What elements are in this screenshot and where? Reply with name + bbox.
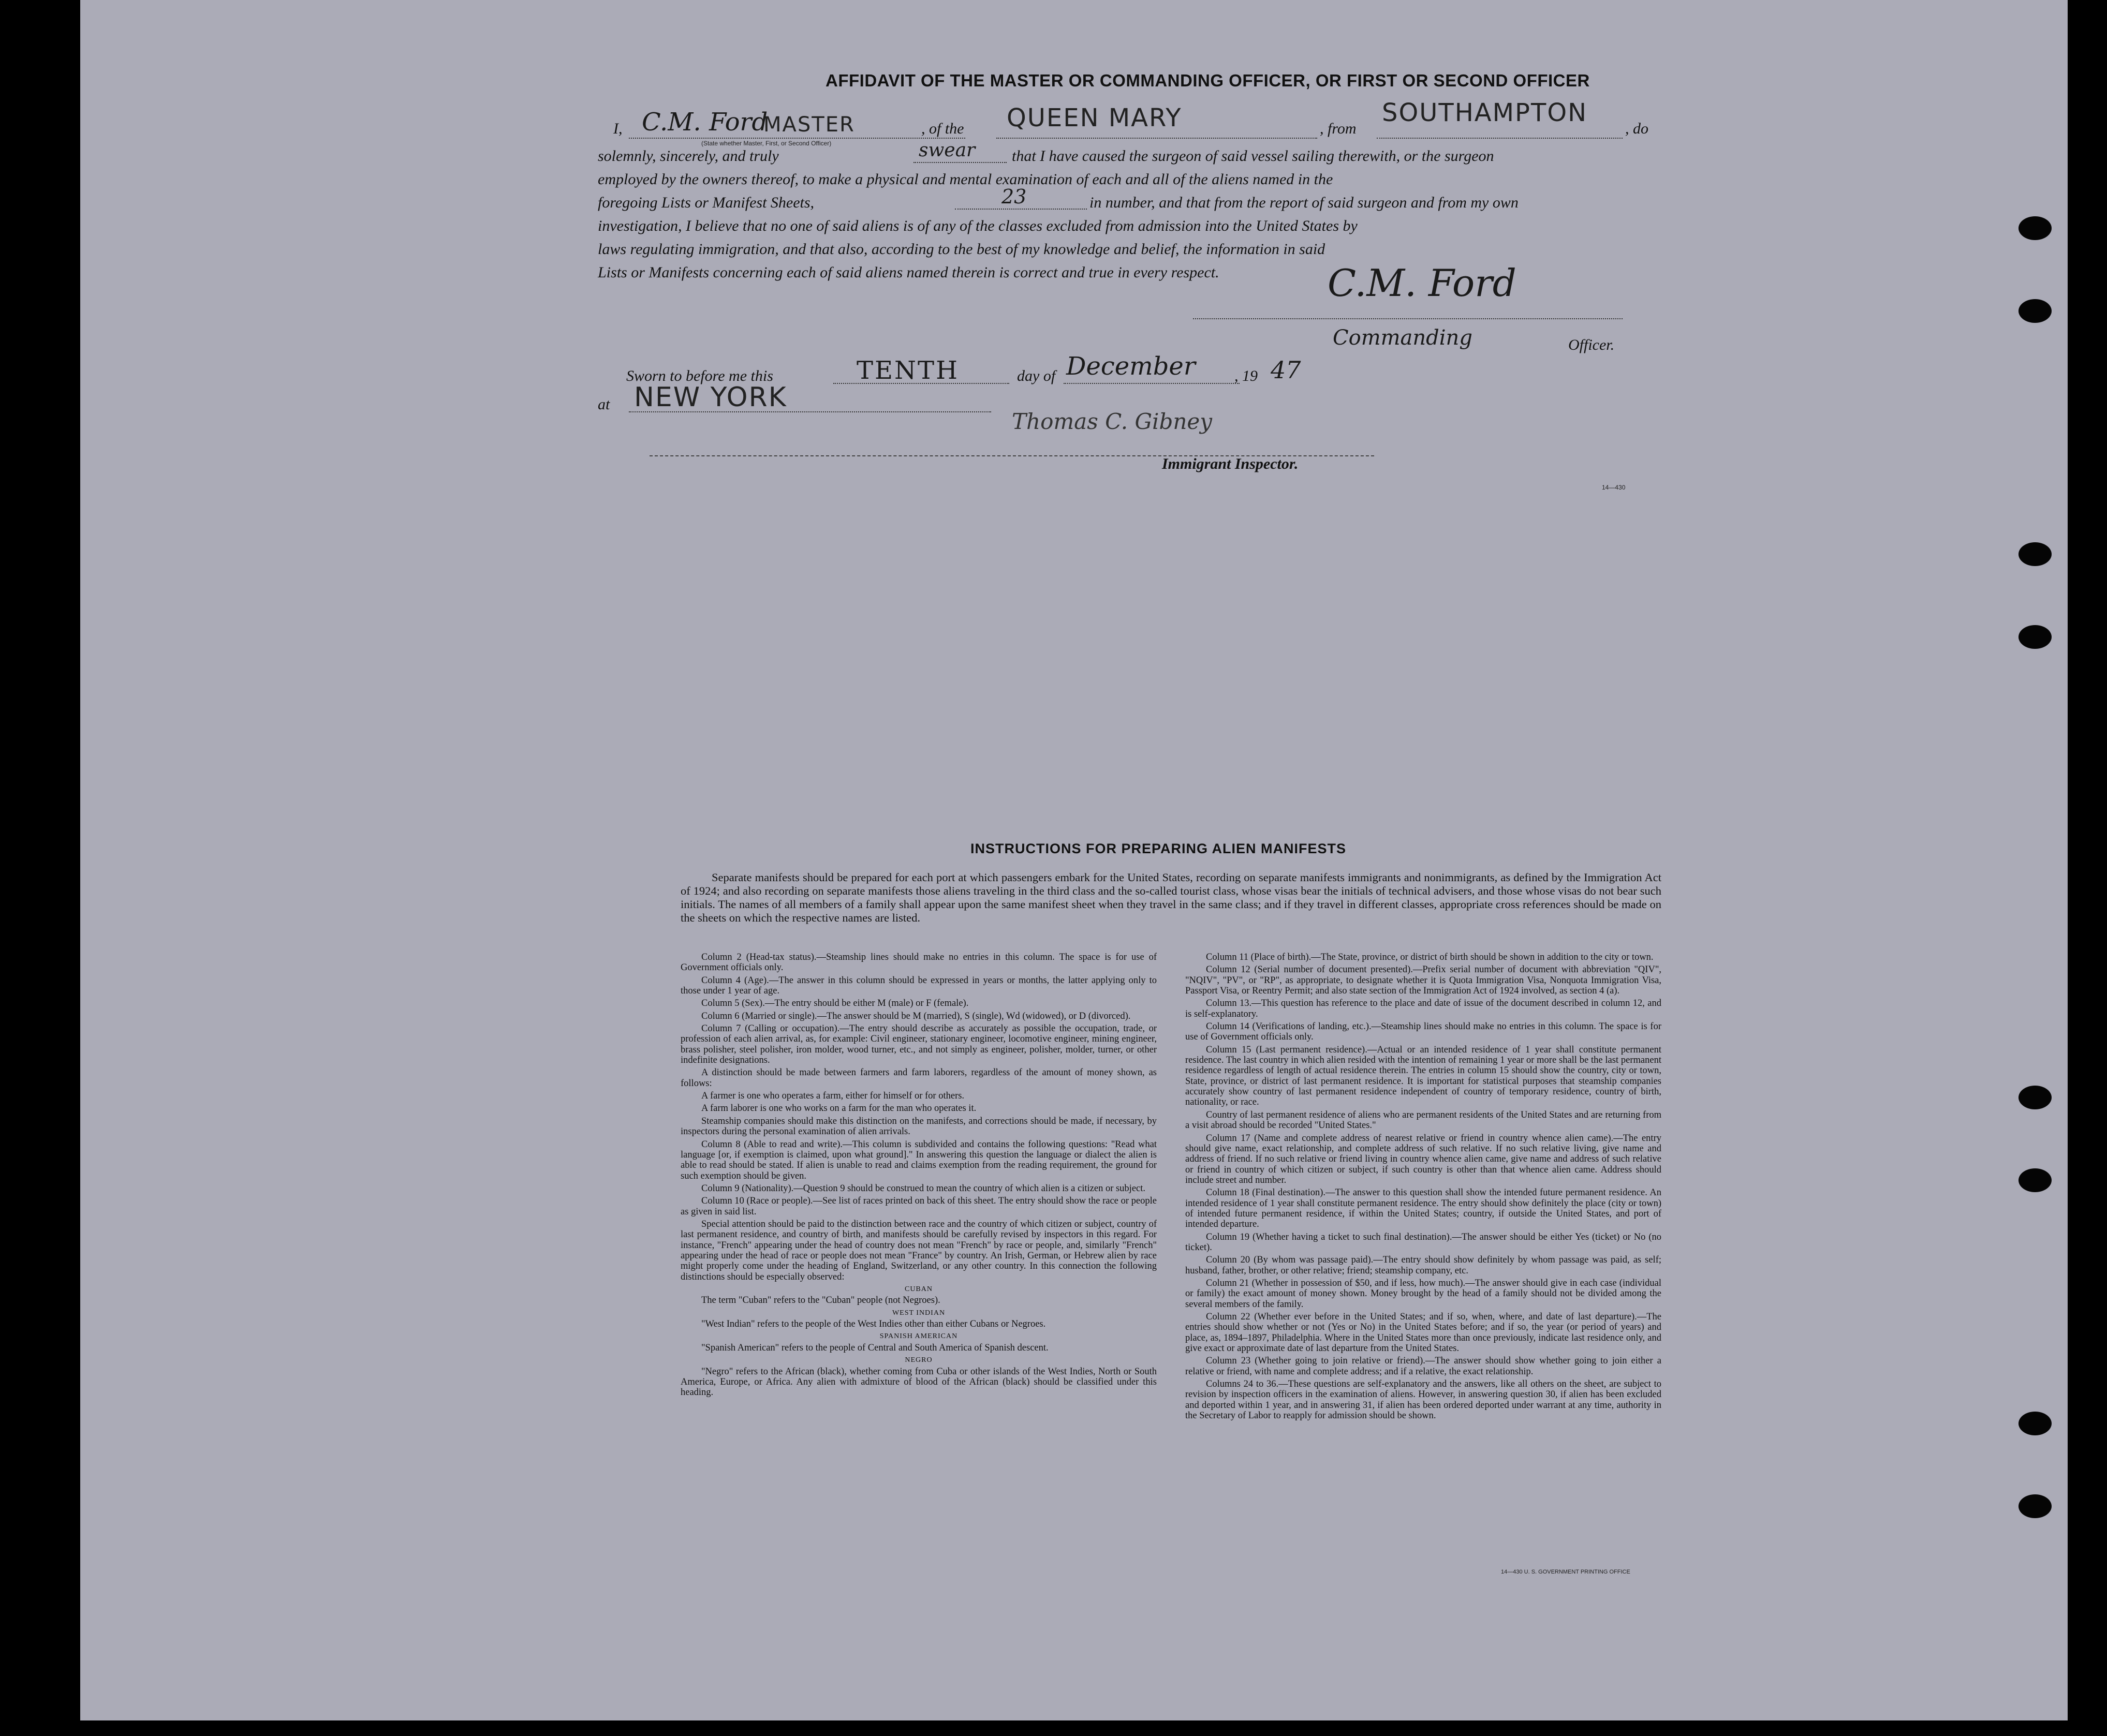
rank-note: (State whether Master, First, or Second Officer) [701, 140, 832, 147]
sworn-year-prefix: , 19 [1234, 367, 1258, 384]
instruction-col5: Column 5 (Sex).—The entry should be either M (male) or F (female). [701, 998, 969, 1009]
binder-hole [2018, 625, 2052, 649]
affidavit-line4-start: foregoing Lists or Manifest Sheets, [598, 194, 815, 211]
swear-handwritten: swear [919, 140, 976, 161]
sworn-year-handwritten: 47 [1271, 356, 1301, 384]
officer-name-handwritten: C.M. Ford [642, 108, 768, 137]
instruction-col24-36: Columns 24 to 36.—These questions are self-explanatory and the answers, like all others on the sheet, are subject to revision by inspection officers in the examination of aliens. However, in answering question 30, if alien has been excluded and deported within 1 year, and in answering 31, if alien has been ordered deported under warrant at any time, authority in the Secretary of Labor to reapply for admission should be shown. [1185, 1379, 1661, 1421]
swear-blank [913, 162, 1007, 163]
race-text-spanish-american: "Spanish American" refers to the people of Central and South America of Spanish descent. [701, 1342, 1049, 1353]
instruction-col20: Column 20 (By whom was passage paid).—The entry should show definitely by whom passage was paid, as self; husband, father, brother, or other relative; friend; steamship company, etc. [1185, 1255, 1661, 1276]
instruction-col23: Column 23 (Whether going to join relative or friend).—The answer should show whether going to join either a relative or friend, with name and complete address; and if a relative, the exact relationship. [1185, 1356, 1661, 1377]
binder-hole [2018, 1412, 2052, 1435]
instruction-col17: Column 17 (Name and complete address of nearest relative or friend in country whence alien came).—The entry should give name, exact relationship, and complete address of such relative. If no such relative living, give name and address of friend. If no such relative or friend living in country whence alien came, give name and address of such relative or friend in country of which citizen or subject, if such country is other than that whence alien came. Address should include street and number. [1185, 1133, 1661, 1185]
port-blank [1377, 138, 1623, 139]
affidavit-line3: employed by the owners thereof, to make a physical and mental examination of each and all of the aliens named in the [598, 171, 1333, 188]
instruction-col19: Column 19 (Whether having a ticket to such final destination).—The answer should be either Yes (ticket) or No (no ticket). [1185, 1231, 1661, 1253]
instruction-col21: Column 21 (Whether in possession of $50, and if less, how much).—The answer should give in each case (individual or family) the exact amount of money shown. Money brought by the head of a family should not be divided among the several members of the family. [1185, 1278, 1661, 1310]
instruction-col12: Column 12 (Serial number of document presented).—Prefix serial number of document with abbreviation "QIV", "NQIV", "PV", or "RP", as appropriate, to designate whether it is Quota Immigration Visa, Nonquota Immigration Visa, Passport Visa, or Reentry Permit; and also state section of the Immigration Act of 1924 involved, as section 4 (a). [1185, 965, 1661, 997]
port-name-stamp: SOUTHAMPTON [1382, 98, 1587, 127]
binder-hole [2018, 1494, 2052, 1518]
instruction-farmer: A farmer is one who operates a farm, either for himself or for others. [701, 1091, 965, 1102]
instruction-special-attention: Special attention should be paid to the distinction between race and the country of which citizen or subject, country of last permanent residence, and country of birth, and manifests should be carefully revised by inspectors in this regard. For instance, "French" appearing under the head of country does not mean "French" by race or people, and, similarly "French" appearing under the head of race or people does not mean "France" by country. An Irish, German, or Hebrew alien by race might properly come under the heading of England, Switzerland, or any other country. In this connection the following distinctions should be especially observed: [681, 1219, 1157, 1282]
sworn-prefix: Sworn to before me this [626, 367, 773, 384]
affidavit-line1-prefix: I, [613, 120, 623, 137]
instruction-col4: Column 4 (Age).—The answer in this column should be expressed in years or months, the latter applying only to those under 1 year of age. [681, 975, 1157, 997]
at-label: at [598, 396, 610, 413]
sworn-dayof: day of [1017, 367, 1056, 384]
affidavit-title: AFFIDAVIT OF THE MASTER OR COMMANDING OFFICER, OR FIRST OR SECOND OFFICER [826, 71, 1590, 90]
instructions-title: INSTRUCTIONS FOR PREPARING ALIEN MANIFESTS [970, 841, 1347, 856]
officer-signature: C.M. Ford [1328, 261, 1516, 305]
affidavit-line1-from: , from [1320, 120, 1357, 137]
instructions-left-column [681, 952, 1157, 1400]
manifest-sheet [80, 0, 2068, 1720]
officer-title-handwritten: Commanding [1333, 326, 1472, 350]
signature-line [1193, 318, 1623, 319]
instruction-col8: Column 8 (Able to read and write).—This column is subdivided and contains the following questions: "Read what language [or, if exemption is claimed, upon what ground]." In answering this question the language or dialect the alien is able to read should be stated. If alien is unable to read and claims exemption from the reading requirement, the ground for such exemption should be given. [681, 1139, 1157, 1181]
affidavit-line2-start: solemnly, sincerely, and truly [598, 147, 779, 165]
officer-suffix: Officer. [1568, 336, 1615, 353]
affidavit-line6: laws regulating immigration, and that also, according to the best of my knowledge and belief, the information in said [598, 241, 1325, 258]
sheet-count-blank [955, 209, 1087, 210]
instructions-footer: 14—430 U. S. GOVERNMENT PRINTING OFFICE [1501, 1569, 1630, 1575]
affidavit-line1-end: , do [1625, 120, 1648, 137]
instruction-farm-laborer: A farm laborer is one who works on a farm for the man who operates it. [701, 1103, 977, 1114]
sworn-day-blank [833, 383, 1009, 384]
instruction-col18: Column 18 (Final destination).—The answer to this question shall show the intended future permanent residence. An intended residence of 1 year shall constitute permanent residence. The entry should show definitely the place (city or town) of intended future permanent residence, if within the United States; country, if outside the United States, and port of intended departure. [1185, 1188, 1661, 1230]
affidavit-line2-end: that I have caused the surgeon of said vessel sailing therewith, or the surgeon [1012, 147, 1494, 165]
instructions-intro: Separate manifests should be prepared for each port at which passengers embark for the United States, recording on separate manifests immigrants and nonimmigrants, as defined by the Immigration Act of 1924; and also recording on separate manifests those aliens traveling in the third class and the so-called tourist class, whose visas bear the initials of technical advisers, and those whose visas do not bear such initials. The names of all members of a family shall appear upon the same manifest sheet when they travel in the same class; and if they travel in different classes, appropriate cross references should be made on the sheets on which the respective names are listed. [681, 871, 1661, 924]
race-text-negro: "Negro" refers to the African (black), whether coming from Cuba or other islands of the West Indies, North or South America, Europe, or Africa. Any alien with admixture of blood of the African (black) should be classified under this heading. [681, 1366, 1157, 1398]
affidavit-line1-of: , of the [921, 120, 964, 137]
vessel-blank [996, 138, 1317, 139]
sworn-month-blank [1064, 383, 1240, 384]
officer-rank-stamp: MASTER [763, 113, 855, 137]
instruction-col13: Column 13.—This question has reference to the place and date of issue of the document described in column 12, and is self-explanatory. [1185, 998, 1661, 1019]
race-heading-west-indian: WEST INDIAN [892, 1309, 946, 1317]
instruction-col11: Column 11 (Place of birth).—The State, province, or district of birth should be shown in addition to the city or town. [1206, 952, 1654, 962]
instruction-col15: Column 15 (Last permanent residence).—Actual or an intended residence of 1 year shall constitute permanent residence. The last country in which alien resided with the intention of remaining 1 year or more shall be the last permanent residence regardless of length of actual residence therein. The entries in column 15 should show the country, city or town, State, province, or district of last permanent residence. It is important for statistical purposes that steamship companies accurately show country of last permanent residence independent of country of temporary residence, country of birth, nationality, or race. [1185, 1044, 1661, 1108]
affidavit-line7: Lists or Manifests concerning each of said aliens named therein is correct and true in every respect. [598, 264, 1219, 281]
binder-hole [2018, 542, 2052, 566]
race-text-cuban: The term "Cuban" refers to the "Cuban" people (not Negroes). [701, 1295, 940, 1306]
sheet-count-handwritten: 23 [1001, 185, 1027, 208]
sworn-day-stamp: TENTH [857, 356, 959, 385]
instruction-residence-us: Country of last permanent residence of aliens who are permanent residents of the United States and are returning from a visit abroad should be recorded "United States." [1185, 1109, 1661, 1131]
at-place-stamp: NEW YORK [634, 382, 787, 413]
binder-hole [2018, 216, 2052, 240]
binder-hole [2018, 1168, 2052, 1192]
race-heading-negro: NEGRO [905, 1356, 933, 1364]
instruction-col14: Column 14 (Verifications of landing, etc.).—Steamship lines should make no entries in this column. The space is for use of Government officials only. [1185, 1021, 1661, 1043]
vessel-name-stamp: QUEEN MARY [1007, 103, 1182, 132]
at-place-blank [629, 411, 991, 412]
inspector-label: Immigrant Inspector. [1162, 455, 1299, 472]
instruction-col2: Column 2 (Head-tax status).—Steamship lines should make no entries in this column. The space is for use of Government officials only. [681, 952, 1157, 973]
race-heading-spanish-american: SPANISH AMERICAN [879, 1332, 958, 1341]
instruction-col10: Column 10 (Race or people).—See list of races printed on back of this sheet. The entry should show the race or people as given in said list. [681, 1196, 1157, 1217]
instruction-col22: Column 22 (Whether ever before in the United States; and if so, when, where, and date of last departure).—The entries should show whether or not (Yes or No) in the United States before; and if so, the year (or period of years) and place, as, 1894–1897, Philadelphia. Where in the United States more than once previously, indicate last residence only, and give exact or approximate date of last departure from the United States. [1185, 1312, 1661, 1354]
instructions-right-column [1185, 952, 1661, 1423]
form-number: 14—430 [1602, 484, 1626, 491]
inspector-signature: Thomas C. Gibney [1012, 409, 1212, 434]
race-heading-cuban: CUBAN [904, 1285, 933, 1293]
instruction-col9: Column 9 (Nationality).—Question 9 should be construed to mean the country of which alien is a citizen or subject. [701, 1183, 1146, 1194]
race-text-west-indian: "West Indian" refers to the people of the West Indies other than either Cubans or Negroes. [701, 1319, 1046, 1330]
sworn-month-handwritten: December [1066, 352, 1196, 381]
officer-name-blank [629, 138, 965, 139]
binder-hole [2018, 299, 2052, 323]
instruction-col6: Column 6 (Married or single).—The answer should be M (married), S (single), Wd (widowed), or D (divorced). [701, 1011, 1131, 1021]
instruction-steamship-distinction: Steamship companies should make this distinction on the manifests, and corrections should be made, if necessary, by inspectors during the personal examination of alien arrivals. [681, 1116, 1157, 1137]
instruction-farm-distinction: A distinction should be made between farmers and farm laborers, regardless of the amount of money shown, as follows: [681, 1067, 1157, 1089]
affidavit-line5: investigation, I believe that no one of said aliens is of any of the classes excluded from admission into the United States by [598, 217, 1358, 234]
binder-hole [2018, 1086, 2052, 1109]
instruction-col7: Column 7 (Calling or occupation).—The entry should describe as accurately as possible the occupation, trade, or profession of each alien arrival, as, for example: Civil engineer, stationary engineer, locomotive engineer, mining engineer, brass polisher, steel polisher, iron molder, wood turner, etc., and not simply as engineer, polisher, molder, turner, or other indefinite designations. [681, 1023, 1157, 1066]
affidavit-line4-end: in number, and that from the report of said surgeon and from my own [1089, 194, 1519, 211]
